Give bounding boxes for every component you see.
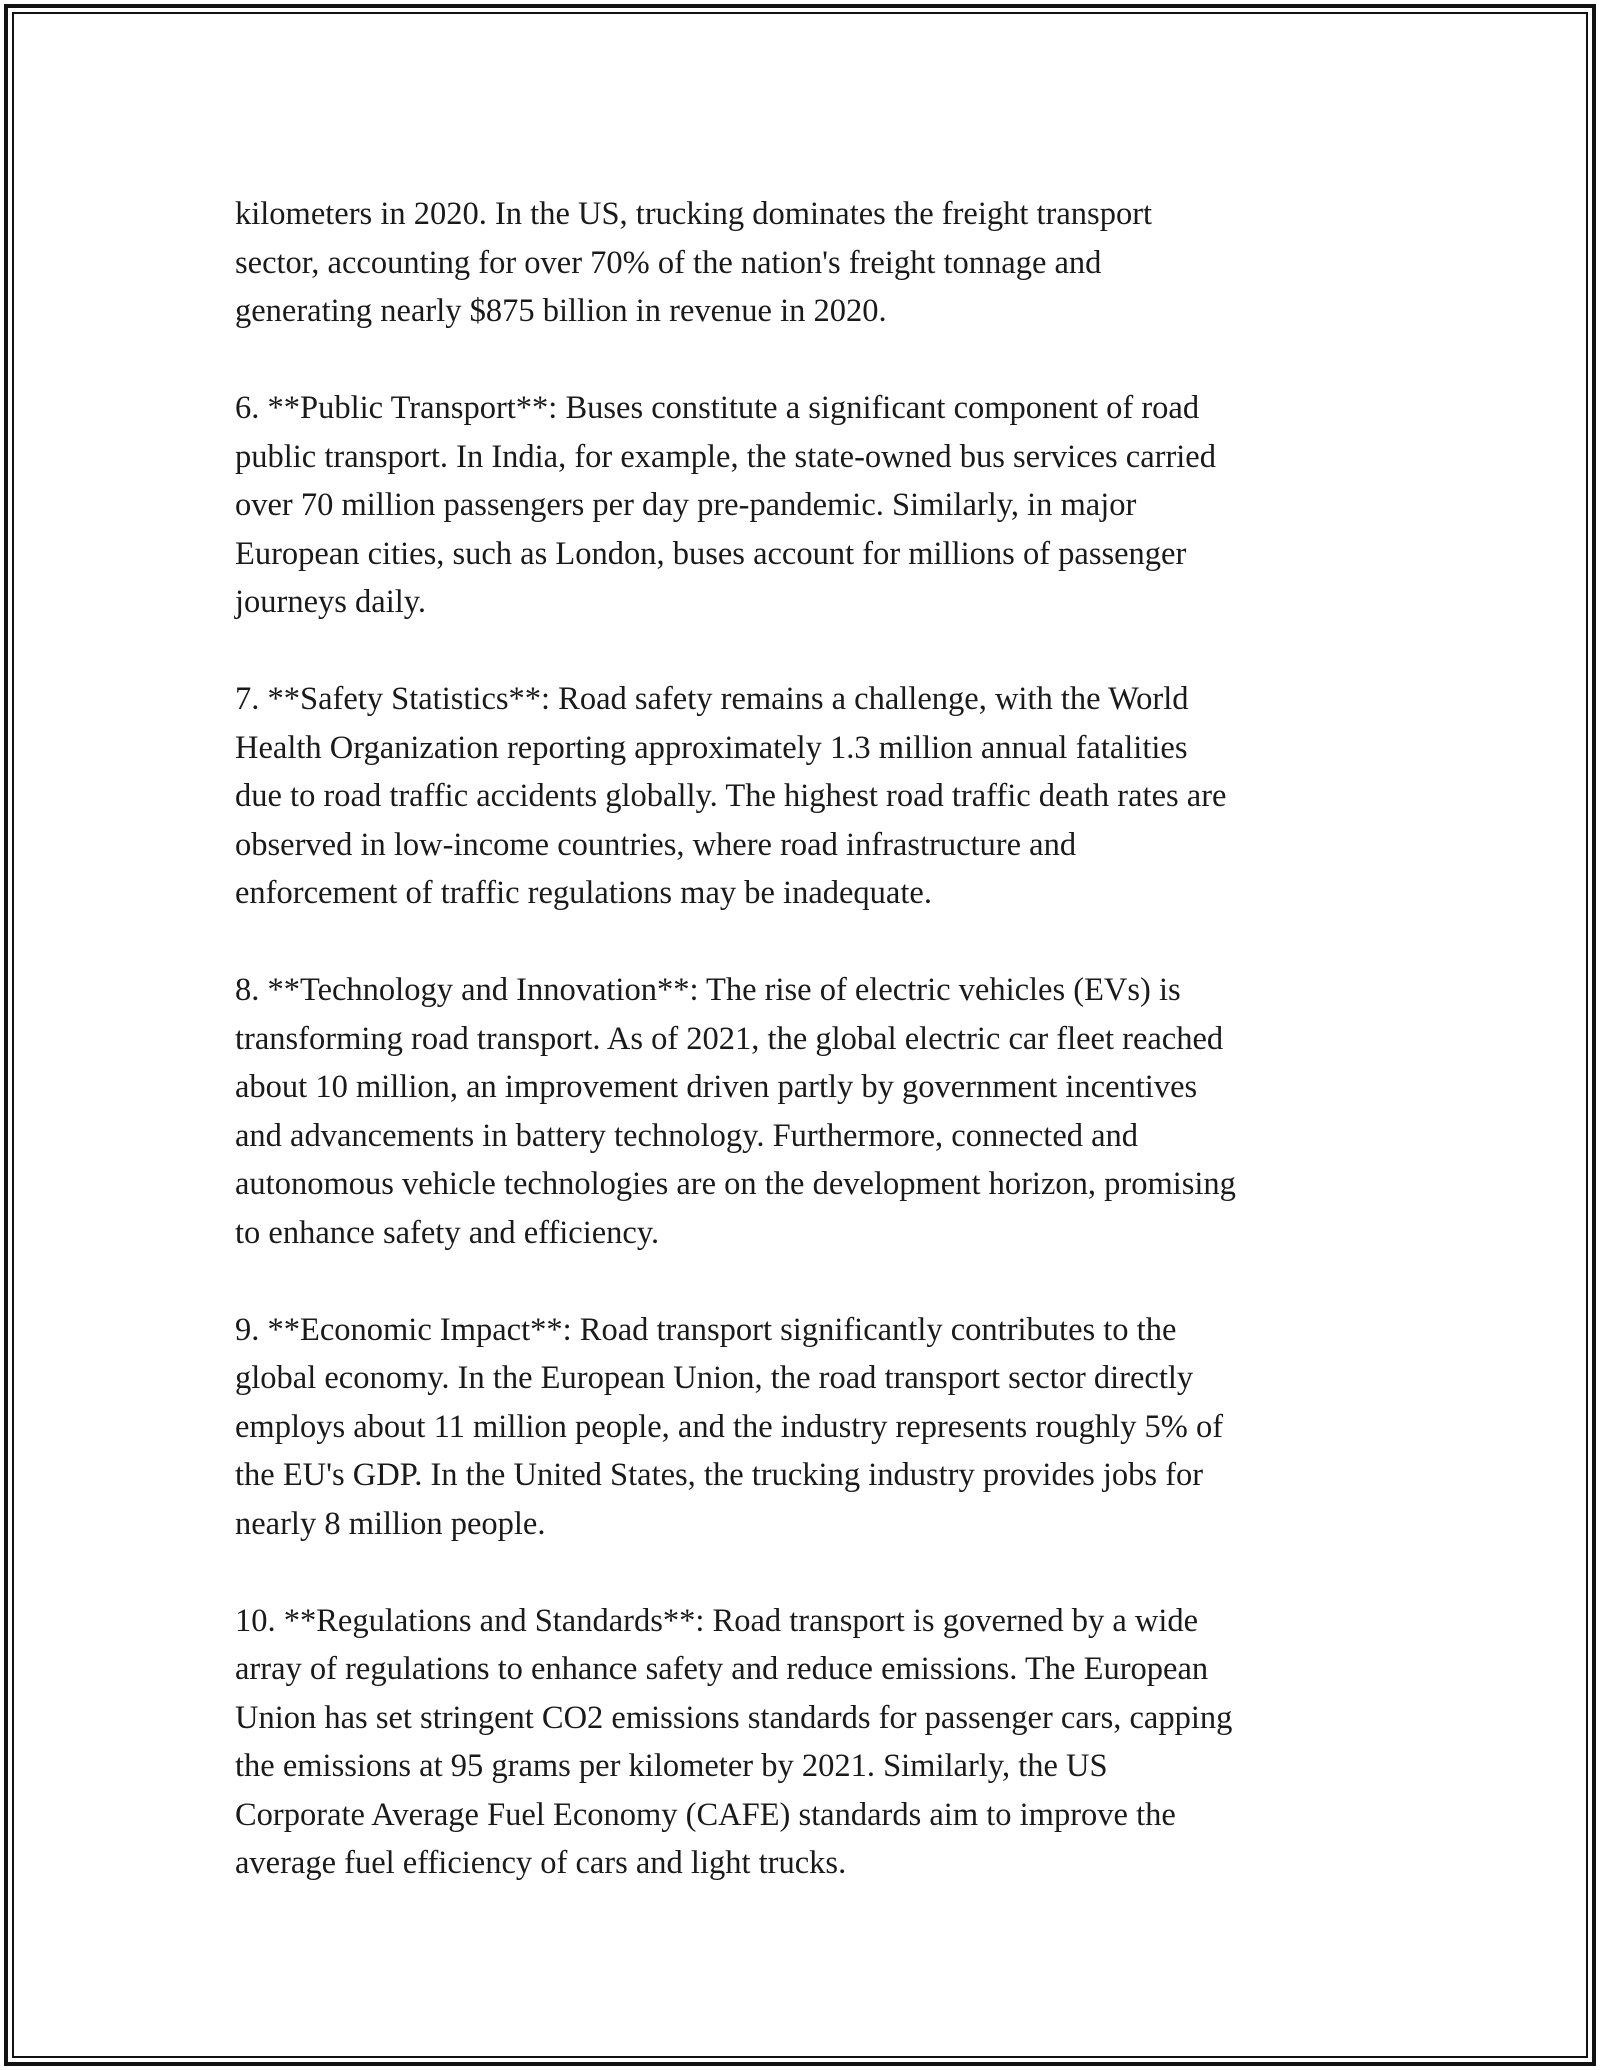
paragraph-safety-statistics: 7. **Safety Statistics**: Road safety remains a challenge, with the World Health Organization reporting approximately 1.3 million annual fatalities due to road traffic accidents globally. The highest road traffic death rates are observed in low-income countries, where road infrastructure and enforcement of traffic regulations may be inadequate. (235, 681, 1227, 911)
paragraph-public-transport: 6. **Public Transport**: Buses constitute a significant component of road public transport. In India, for example, the state-owned bus services carried over 70 million passengers per day pre-pandemic. Similarly, in major European cities, such as London, buses account for millions of passenger journeys daily. (235, 390, 1216, 620)
paragraph-freight-continued: kilometers in 2020. In the US, trucking dominates the freight transport sector, accounting for over 70% of the nation's freight tonnage and generating nearly $875 billion in revenue in 2020. (235, 196, 1153, 329)
document-body (235, 190, 1375, 1936)
paragraph-economic-impact: 9. **Economic Impact**: Road transport significantly contributes to the global economy. In the European Union, the road transport sector directly employs about 11 million people, and the industry represents roughly 5% of the EU's GDP. In the United States, the trucking industry provides jobs for nearly 8 million people. (235, 1311, 1224, 1542)
paragraph-technology-innovation: 8. **Technology and Innovation**: The rise of electric vehicles (EVs) is transforming road transport. As of 2021, the global electric car fleet reached about 10 million, an improvement driven partly by government incentives and advancements in battery technology. Furthermore, connected and autonomous vehicle technologies are on the development horizon, promising to enhance safety and efficiency. (235, 972, 1236, 1251)
paragraph-regulations-standards: 10. **Regulations and Standards**: Road transport is governed by a wide array of regulations to enhance safety and reduce emissions. The European Union has set stringent CO2 emissions standards for passenger cars, capping the emissions at 95 grams per kilometer by 2021. Similarly, the US Corporate Average Fuel Economy (CAFE) standards aim to improve the average fuel efficiency of cars and light trucks. (235, 1602, 1233, 1881)
